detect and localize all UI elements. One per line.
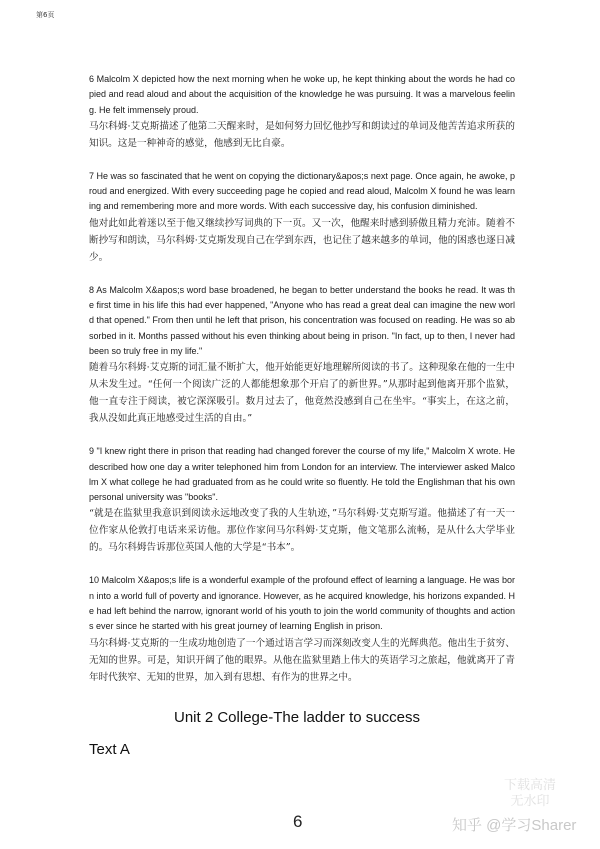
paragraph-chinese: “就是在监狱里我意识到阅读永远地改变了我的人生轨迹，”马尔科姆·艾克斯写道。他描述了有一天一位作家从伦敦打电话来采访他。那位作家问马尔科姆·艾克斯，他文笔那么流畅，是从什么大学毕业的。马尔科姆告诉那位英国人他的大学是“书本”。 xyxy=(89,508,515,554)
watermark: 知乎 @学习Sharer xyxy=(452,817,577,834)
paragraph-chinese: 随着马尔科姆·艾克斯的词汇量不断扩大，他开始能更好地理解所阅读的书了。这种现象在他的一生中从未发生过。“任何一个阅读广泛的人都能想象那个开启了的新世界。”从那时起到他离开那个监狱，他一直专注于阅读，被它深深吸引。数月过去了，他竟然没感到自己在坐牢。“事实上，在这之前，我从没如此真正地感受过生活的自由。” xyxy=(89,362,515,425)
document-body xyxy=(89,72,515,703)
paragraph-9 xyxy=(89,444,515,556)
paragraph-10 xyxy=(89,573,515,685)
page-label: 第6页 xyxy=(36,11,55,19)
paragraph-chinese: 马尔科姆·艾克斯描述了他第二天醒来时，是如何努力回忆他抄写和朗读过的单词及他苦苦追求所获的知识。这是一种神奇的感觉，他感到无比自豪。 xyxy=(89,120,515,149)
page-number: 6 xyxy=(293,812,303,831)
paragraph-english: 7 He was so fascinated that he went on copying the dictionary&apos;s next page. Once again, he awoke, proud and energized. With every succeeding page he copied and read aloud, Malcolm X found he was learning and remembering more and more words. With each successive day, his confusion diminished. xyxy=(89,170,515,212)
paragraph-chinese: 马尔科姆·艾克斯的一生成功地创造了一个通过语言学习而深刻改变人生的光辉典范。他出生于贫穷、无知的世界。可是，知识开阔了他的眼界。从他在监狱里踏上伟大的英语学习之旅起，他就离开了青年时代狭窄、无知的世界，加入到有思想、有作为的世界之中。 xyxy=(89,637,515,683)
paragraph-english: 6 Malcolm X depicted how the next morning when he woke up, he kept thinking about the words he had copied and read aloud and about the acquisition of the knowledge he was pursuing. It was a marvelous feeling. He felt immensely proud. xyxy=(89,74,515,115)
paragraph-english: 8 As Malcolm X&apos;s word base broadened, he began to better understand the books he read. It was the first time in his life this had ever happened, "Anyone who has read a great deal can imagine the new world that opened." From then until he left that prison, his concentration was focused on reading. He was so absorbed in it. Months passed without his even thinking about being in prison. "In fact, up to then, I never had been so truly free in my life." xyxy=(89,284,515,356)
paragraph-chinese: 他对此如此着迷以至于他又继续抄写词典的下一页。又一次，他醒来时感到骄傲且精力充沛。随着不断抄写和朗读，马尔科姆·艾克斯发现自己在学到东西，也记住了越来越多的单词，他的困惑也逐日减少。 xyxy=(89,217,515,263)
paragraph-6 xyxy=(89,72,515,152)
hd-download-stamp: 下载高清无水印 xyxy=(503,778,556,809)
paragraph-7 xyxy=(89,169,515,266)
unit-title: Unit 2 College-The ladder to success xyxy=(174,709,420,726)
paragraph-english: 9 "I knew right there in prison that reading had changed forever the course of my life," Malcolm X wrote. He described how one day a writer telephoned him from London for an interview. The interviewer asked Malcolm X what college he had graduated from as he could write so fluently. He told the Englishman that his own personal university was "books". xyxy=(89,446,515,503)
paragraph-8 xyxy=(89,283,515,427)
paragraph-english: 10 Malcolm X&apos;s life is a wonderful example of the profound effect of learning a language. He was born into a world full of poverty and ignorance. However, as he acquired knowledge, his horizons expanded. He had left behind the narrow, ignorant world of his youth to join the world community of thoughts and actions ever since he started with his great journey of learning English in prison. xyxy=(89,575,515,632)
text-heading: Text A xyxy=(89,741,130,758)
